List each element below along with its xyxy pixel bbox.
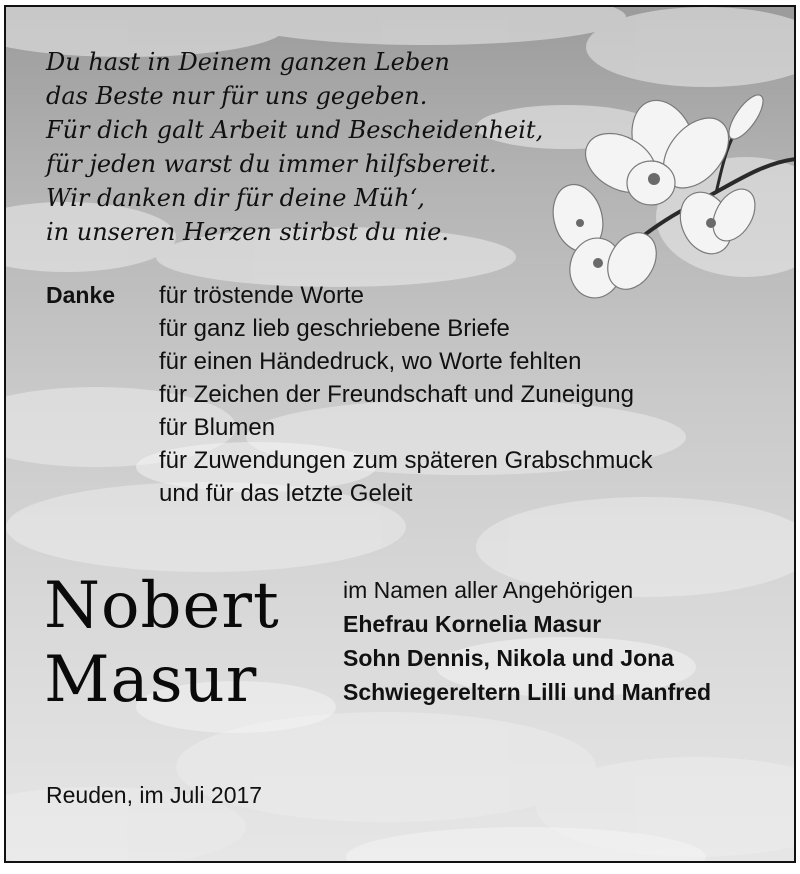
poem-line: Für dich galt Arbeit und Bescheidenheit, bbox=[46, 116, 544, 144]
deceased-last-name: Masur bbox=[44, 643, 258, 717]
thanks-item: für tröstende Worte bbox=[159, 282, 364, 309]
family-member: Schwiegereltern Lilli und Manfred bbox=[343, 679, 712, 705]
deceased-name bbox=[44, 569, 280, 717]
family-signature bbox=[343, 573, 711, 709]
poem-line: in unseren Herzen stirbst du nie. bbox=[46, 218, 449, 246]
obituary-card bbox=[4, 5, 796, 863]
thanks-item: für ganz lieb geschriebene Briefe bbox=[159, 315, 510, 342]
memorial-poem bbox=[46, 45, 543, 249]
thanks-item: für Zeichen der Freundschaft und Zuneigung bbox=[159, 381, 634, 408]
thanks-list bbox=[159, 279, 653, 510]
poem-line: Wir danken dir für deine Müh‘, bbox=[46, 184, 425, 212]
thanks-label: Danke bbox=[46, 282, 116, 308]
poem-line: Du hast in Deinem ganzen Leben bbox=[46, 48, 450, 76]
thanks-item: für Zuwendungen zum späteren Grabschmuck bbox=[159, 447, 653, 474]
place-date: Reuden, im Juli 2017 bbox=[46, 782, 263, 808]
family-intro: im Namen aller Angehörigen bbox=[343, 577, 634, 603]
family-member: Ehefrau Kornelia Masur bbox=[343, 611, 602, 637]
thanks-item: für Blumen bbox=[159, 414, 276, 441]
thanks-item: für einen Händedruck, wo Worte fehlten bbox=[159, 348, 582, 375]
poem-line: für jeden warst du immer hilfsbereit. bbox=[46, 150, 497, 178]
thanks-item: und für das letzte Geleit bbox=[159, 480, 413, 507]
deceased-first-name: Nobert bbox=[44, 569, 280, 643]
family-member: Sohn Dennis, Nikola und Jona bbox=[343, 645, 674, 671]
poem-line: das Beste nur für uns gegeben. bbox=[46, 82, 428, 110]
